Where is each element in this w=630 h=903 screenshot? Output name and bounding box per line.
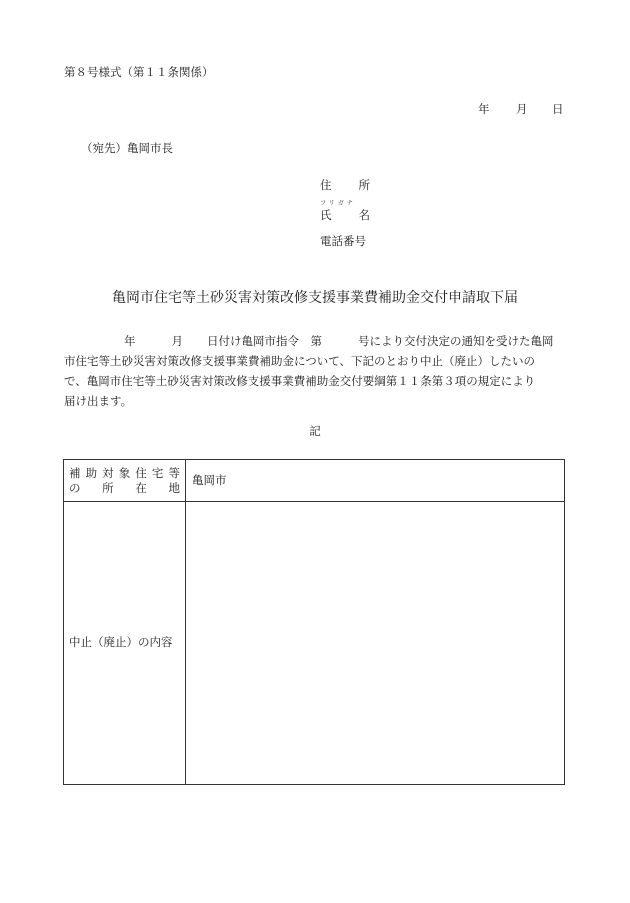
document-title: 亀岡市住宅等土砂災害対策改修支援事業費補助金交付申請取下届 [112,290,518,306]
date-year: 年 [478,102,490,116]
ki-heading: 記 [309,424,321,438]
form-number: 第８号様式（第１１条関係） [64,65,214,79]
furigana-label: フリガナ [320,200,356,207]
body-text [64,331,564,411]
date-day: 日 [552,102,564,116]
location-label-b: の所在地 [69,480,180,495]
body-line-1 [64,331,564,351]
body-year: 年 [124,334,136,348]
body-dated: 日付け亀岡市指令 第 [207,334,322,348]
address-label: 住所 [320,178,370,192]
addressee: （宛先）亀岡市長 [81,141,173,155]
location-label-a: 補助対象住宅等 [69,465,180,480]
detail-table [63,459,565,785]
content-label: 中止（廃止）の内容 [64,502,186,785]
name-label: 氏名 [320,208,370,222]
phone-label: 電話番号 [320,234,366,248]
body-line-2: 市住宅等土砂災害対策改修支援事業費補助金について、下記のとおり中止（廃止）したいの [64,354,536,368]
body-rest-1: 号により交付決定の通知を受けた亀岡 [358,334,554,348]
content-value[interactable] [186,502,565,785]
date-month: 月 [516,102,528,116]
body-line-3: で、亀岡市住宅等土砂災害対策改修支援事業費補助金交付要綱第１１条第３項の規定により [64,374,536,388]
location-label-cell [64,460,186,502]
table-row [64,502,565,785]
location-value[interactable]: 亀岡市 [186,460,565,502]
body-line-4: 届け出ます。 [64,394,133,408]
table-row [64,460,565,502]
body-month: 月 [171,334,183,348]
